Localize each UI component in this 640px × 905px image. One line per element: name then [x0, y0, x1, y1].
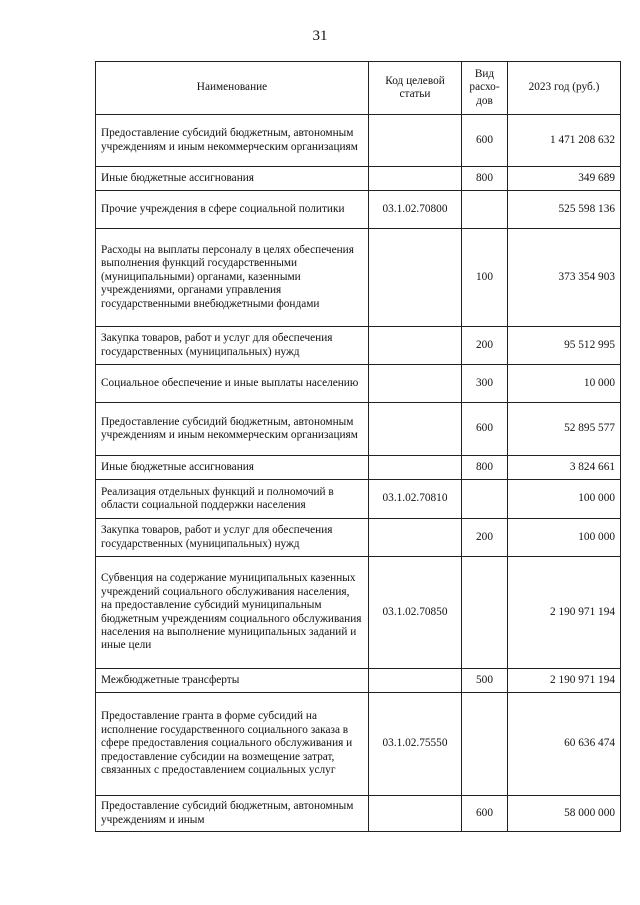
row-code [369, 403, 462, 456]
row-type: 200 [462, 519, 508, 557]
table-row [96, 229, 621, 327]
row-sum: 95 512 995 [508, 327, 621, 365]
row-name: Иные бюджетные ассигнования [96, 167, 369, 191]
row-name: Прочие учреждения в сфере социальной политики [96, 191, 369, 229]
row-code [369, 229, 462, 327]
header-name: Наименование [96, 62, 369, 115]
row-sum: 52 895 577 [508, 403, 621, 456]
row-sum: 3 824 661 [508, 456, 621, 480]
table-row [96, 480, 621, 519]
table-row [96, 796, 621, 832]
row-type: 100 [462, 229, 508, 327]
table-row [96, 115, 621, 167]
row-type: 500 [462, 669, 508, 693]
row-name: Субвенция на содержание муниципальных казенных учреждений социального обслуживания населения, на предоставление субсидий муниципальным бюджетным учреждениям социального обслуживания населения на выполнение муниципальных заданий и иные цели [96, 557, 369, 669]
row-name: Предоставление субсидий бюджетным, автономным учреждениям и иным некоммерческим организациям [96, 115, 369, 167]
row-sum: 373 354 903 [508, 229, 621, 327]
table-row [96, 167, 621, 191]
row-sum: 349 689 [508, 167, 621, 191]
row-sum: 1 471 208 632 [508, 115, 621, 167]
row-name: Расходы на выплаты персоналу в целях обеспечения выполнения функций государственными (муниципальными) органами, казенными учреждениями, органами управления государственными внебюджетными фондами [96, 229, 369, 327]
row-type [462, 693, 508, 796]
row-name: Социальное обеспечение и иные выплаты населению [96, 365, 369, 403]
table-row [96, 403, 621, 456]
table-row [96, 519, 621, 557]
row-type: 300 [462, 365, 508, 403]
row-type [462, 557, 508, 669]
row-sum: 60 636 474 [508, 693, 621, 796]
row-code [369, 365, 462, 403]
row-type: 800 [462, 167, 508, 191]
row-type: 800 [462, 456, 508, 480]
row-type [462, 191, 508, 229]
table-row [96, 669, 621, 693]
page-number: 31 [312, 28, 328, 44]
row-type [462, 480, 508, 519]
table-row [96, 191, 621, 229]
row-code: 03.1.02.70850 [369, 557, 462, 669]
table-body [96, 115, 621, 832]
row-type: 600 [462, 115, 508, 167]
header-type: Вид расхо-дов [462, 62, 508, 115]
row-code [369, 796, 462, 832]
row-sum: 10 000 [508, 365, 621, 403]
row-type: 600 [462, 403, 508, 456]
row-name: Иные бюджетные ассигнования [96, 456, 369, 480]
row-code [369, 669, 462, 693]
table-row [96, 456, 621, 480]
table-row [96, 365, 621, 403]
row-type: 600 [462, 796, 508, 832]
row-sum: 525 598 136 [508, 191, 621, 229]
budget-table [95, 61, 621, 832]
row-code [369, 456, 462, 480]
row-name: Предоставление гранта в форме субсидий на исполнение государственного социального заказа в сфере предоставления социального обслуживания и предоставление субсидии на возмещение затрат, связанных с предоставлением социальных услуг [96, 693, 369, 796]
row-name: Закупка товаров, работ и услуг для обеспечения государственных (муниципальных) нужд [96, 327, 369, 365]
row-code: 03.1.02.75550 [369, 693, 462, 796]
row-code [369, 327, 462, 365]
row-name: Предоставление субсидий бюджетным, автономным учреждениям и иным [96, 796, 369, 832]
row-code: 03.1.02.70810 [369, 480, 462, 519]
row-code: 03.1.02.70800 [369, 191, 462, 229]
table-row [96, 693, 621, 796]
table-row [96, 557, 621, 669]
row-sum: 2 190 971 194 [508, 669, 621, 693]
row-name: Реализация отдельных функций и полномочий в области социальной поддержки населения [96, 480, 369, 519]
row-name: Предоставление субсидий бюджетным, автономным учреждениям и иным некоммерческим организациям [96, 403, 369, 456]
row-name: Закупка товаров, работ и услуг для обеспечения государственных (муниципальных) нужд [96, 519, 369, 557]
table-header [96, 62, 621, 115]
row-name: Межбюджетные трансферты [96, 669, 369, 693]
row-code [369, 115, 462, 167]
table-row [96, 327, 621, 365]
row-sum: 100 000 [508, 480, 621, 519]
header-code: Код целевой статьи [369, 62, 462, 115]
header-sum: 2023 год (руб.) [508, 62, 621, 115]
row-type: 200 [462, 327, 508, 365]
row-sum: 100 000 [508, 519, 621, 557]
row-code [369, 519, 462, 557]
row-sum: 2 190 971 194 [508, 557, 621, 669]
row-code [369, 167, 462, 191]
row-sum: 58 000 000 [508, 796, 621, 832]
